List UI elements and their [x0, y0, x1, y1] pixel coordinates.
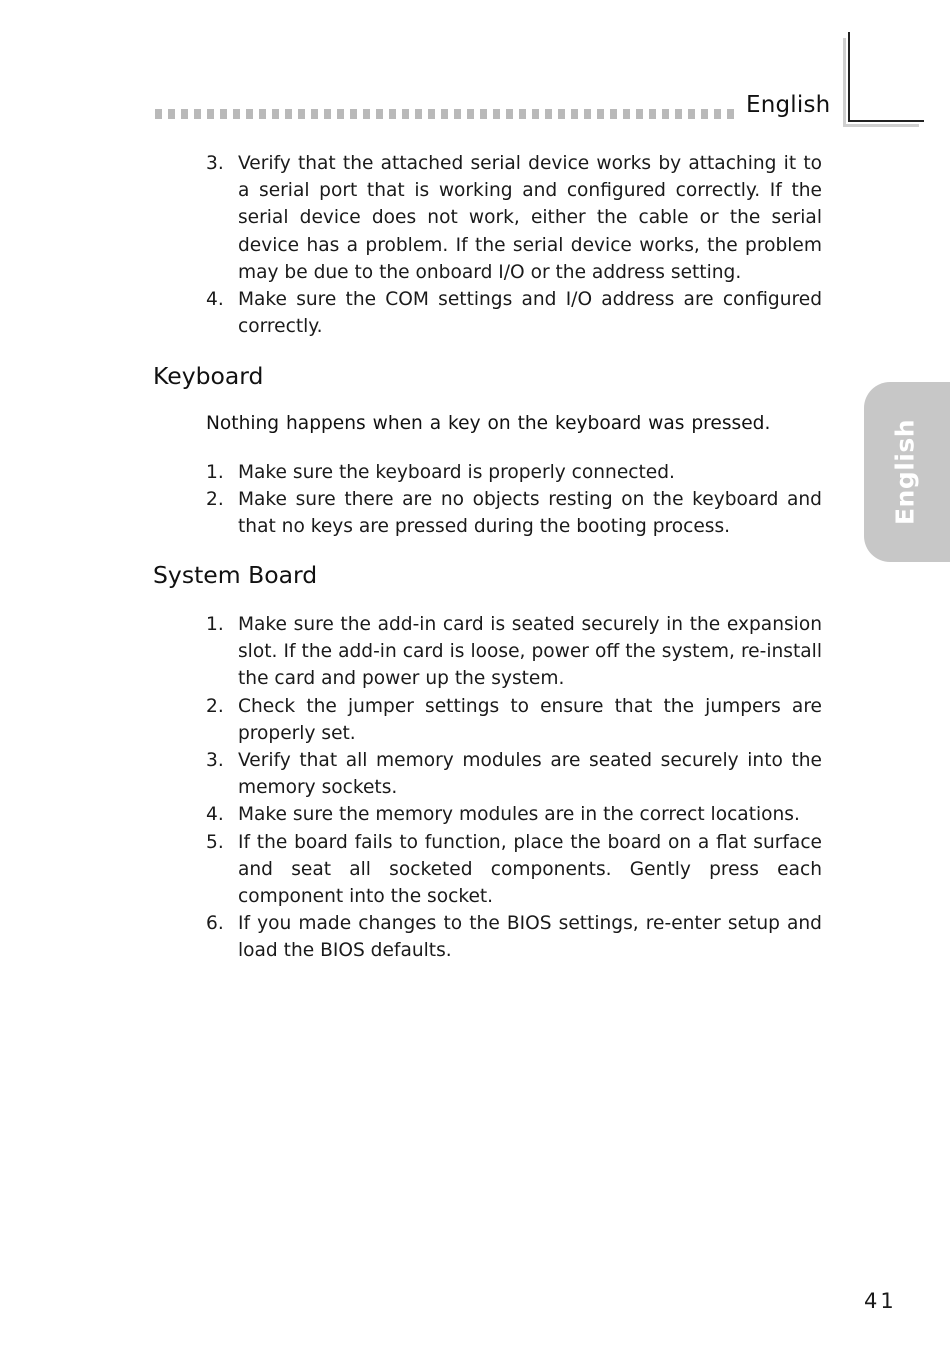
header-language-label: English	[746, 92, 831, 118]
list-number: 4.	[206, 804, 224, 826]
list-text: Verify that all memory modules are seated securely into the memory sockets.	[238, 750, 822, 799]
list-item	[206, 801, 822, 828]
list-item	[206, 150, 822, 286]
keyboard-heading: Keyboard	[153, 362, 264, 390]
list-item	[206, 747, 822, 801]
list-text: Make sure the COM settings and I/O address are configured correctly.	[238, 289, 822, 338]
list-number: 3.	[206, 750, 224, 772]
list-number: 1.	[206, 462, 224, 483]
header-dotted-rule	[155, 109, 735, 119]
system-board-heading: System Board	[153, 561, 318, 589]
keyboard-troubleshoot-list	[206, 459, 822, 541]
corner-mark-shadow	[843, 124, 919, 127]
list-text: If the board fails to function, place the board on a flat surface and seat all socketed components. Gently press each component into the socket.	[238, 831, 822, 908]
list-text: Make sure the memory modules are in the correct locations.	[238, 804, 800, 826]
list-item	[206, 459, 822, 486]
list-number: 4.	[206, 289, 224, 311]
list-number: 3.	[206, 153, 224, 174]
list-text: Verify that the attached serial device works by attaching it to a serial port that is working and configured correctly. If the serial device does not work, either the cable or the serial device has a problem. If the serial device works, the problem may be due to the onboard I/O or the address setting.	[238, 153, 822, 283]
list-item	[206, 611, 822, 693]
corner-mark	[848, 32, 850, 122]
list-text: Check the jumper settings to ensure that the jumpers are properly set.	[238, 695, 822, 744]
system-board-troubleshoot-list	[206, 611, 822, 965]
serial-troubleshoot-list	[206, 150, 822, 340]
list-text: If you made changes to the BIOS settings, re-enter setup and load the BIOS defaults.	[238, 913, 822, 962]
list-item	[206, 286, 822, 340]
list-number: 6.	[206, 913, 224, 935]
list-item	[206, 693, 822, 747]
list-item	[206, 486, 822, 540]
corner-mark-shadow	[843, 38, 846, 126]
page-number: 41	[864, 1289, 897, 1313]
keyboard-problem-statement: Nothing happens when a key on the keyboard was pressed.	[206, 413, 771, 434]
list-text: Make sure the keyboard is properly connected.	[238, 462, 675, 483]
list-text: Make sure the add-in card is seated securely in the expansion slot. If the add-in card is loose, power off the system, re-install the card and power up the system.	[238, 614, 822, 690]
list-number: 5.	[206, 831, 224, 853]
list-number: 1.	[206, 614, 224, 635]
list-item	[206, 829, 822, 911]
side-tab-label: English	[890, 418, 920, 526]
list-number: 2.	[206, 695, 224, 717]
list-number: 2.	[206, 489, 224, 511]
list-text: Make sure there are no objects resting on the keyboard and that no keys are pressed during the booting process.	[238, 489, 822, 538]
list-item	[206, 910, 822, 964]
corner-mark	[848, 120, 924, 122]
